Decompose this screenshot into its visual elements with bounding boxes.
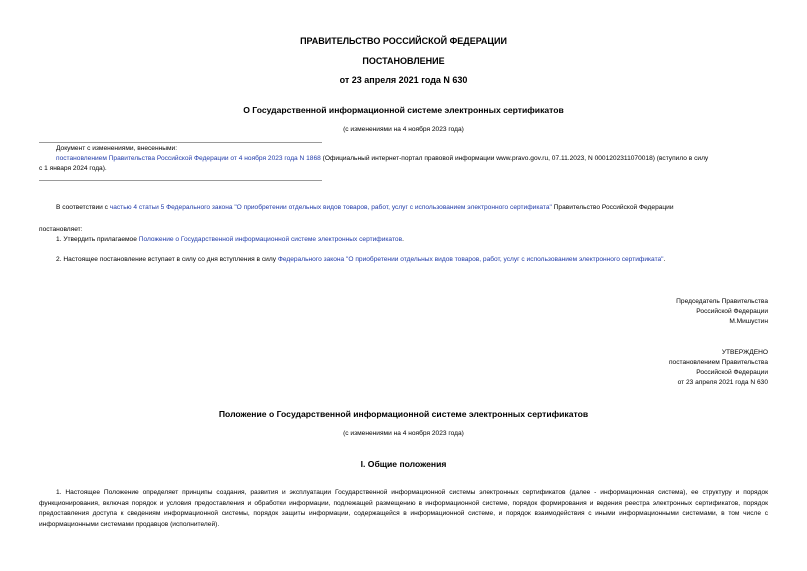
- amendment-details: (Официальный интернет-портал правовой информации www.pravo.gov.ru, 07.11.2023, N 0001202311070018) (вступило в силу: [320, 155, 709, 162]
- doc-type-heading: ПОСТАНОВЛЕНИЕ: [362, 56, 445, 66]
- changes-intro: Документ с изменениями, внесенными:: [56, 145, 178, 152]
- item-1-suffix: .: [402, 236, 404, 243]
- changes-top-rule: [39, 142, 322, 143]
- item-1-prefix: 1. Утвердить прилагаемое: [56, 236, 139, 243]
- signature-line1: Председатель Правительства: [676, 298, 768, 305]
- item-2-suffix: .: [663, 256, 666, 263]
- item-2-prefix: 2. Настоящее постановление вступает в силу со дня вступления в силу: [56, 256, 278, 263]
- approval-line1: УТВЕРЖДЕНО: [721, 349, 768, 356]
- approval-line3: Российской Федерации: [696, 369, 768, 376]
- regulation-paragraph-1: 1. Настоящее Положение определяет принципы создания, развития и эксплуатации Государственной информационной системы электронных сертификатов (далее - информационная система), ее структуру и порядок функционирования, включая порядок и условия предоставления и обработки информации, подлежащей размещению в информационной системе, порядок формирования и ведения реестра электронных сертификатов, порядок предоставления доступа к сведениям информационной системы, порядок защиты информации, содержащейся в информационной системе, и порядок взаимодействия с иными информационными системами, в том числе с информационными системами продавцов (исполнителей).: [39, 489, 768, 528]
- changes-line1: [56, 154, 708, 165]
- federal-law-link[interactable]: Федерального закона "О приобретении отдельных видов товаров, работ, услуг с использованием электронного сертификата": [277, 256, 664, 263]
- approval-line2: постановлением Правительства: [668, 359, 768, 366]
- preamble-suffix: Правительство Российской Федерации: [551, 204, 674, 211]
- changes-line2: с 1 января 2024 года).: [39, 165, 107, 172]
- regulation-title: Положение о Государственной информационной системе электронных сертификатов: [218, 409, 589, 419]
- signature-name: М.Мишустин: [729, 318, 768, 325]
- preamble: [56, 203, 674, 214]
- preamble-prefix: В соответствии с: [56, 204, 110, 211]
- section-heading: I. Общие положения: [360, 459, 447, 469]
- item-1: [56, 235, 404, 246]
- changes-bottom-rule: [39, 180, 322, 181]
- document-title: О Государственной информационной системе электронных сертификатов: [243, 105, 564, 115]
- signature-line2: Российской Федерации: [696, 308, 768, 315]
- government-heading: ПРАВИТЕЛЬСТВО РОССИЙСКОЙ ФЕДЕРАЦИИ: [300, 36, 507, 46]
- date-number-heading: от 23 апреля 2021 года N 630: [339, 75, 468, 85]
- amended-note: (с изменениями на 4 ноября 2023 года): [343, 126, 464, 133]
- amendment-link[interactable]: постановлением Правительства Российской Федерации от 4 ноября 2023 года N 1868: [56, 155, 321, 162]
- regulation-link[interactable]: Положение о Государственной информационной системе электронных сертификатов: [138, 236, 403, 243]
- approval-line4: от 23 апреля 2021 года N 630: [677, 379, 768, 386]
- regulation-amended-note: (с изменениями на 4 ноября 2023 года): [343, 430, 464, 437]
- item-2: [56, 255, 665, 266]
- decrees-word: постановляет:: [39, 226, 83, 233]
- federal-law-article-link[interactable]: частью 4 статьи 5 Федерального закона "О приобретении отдельных видов товаров, работ, услуг с использованием электронного сертификата": [109, 204, 552, 211]
